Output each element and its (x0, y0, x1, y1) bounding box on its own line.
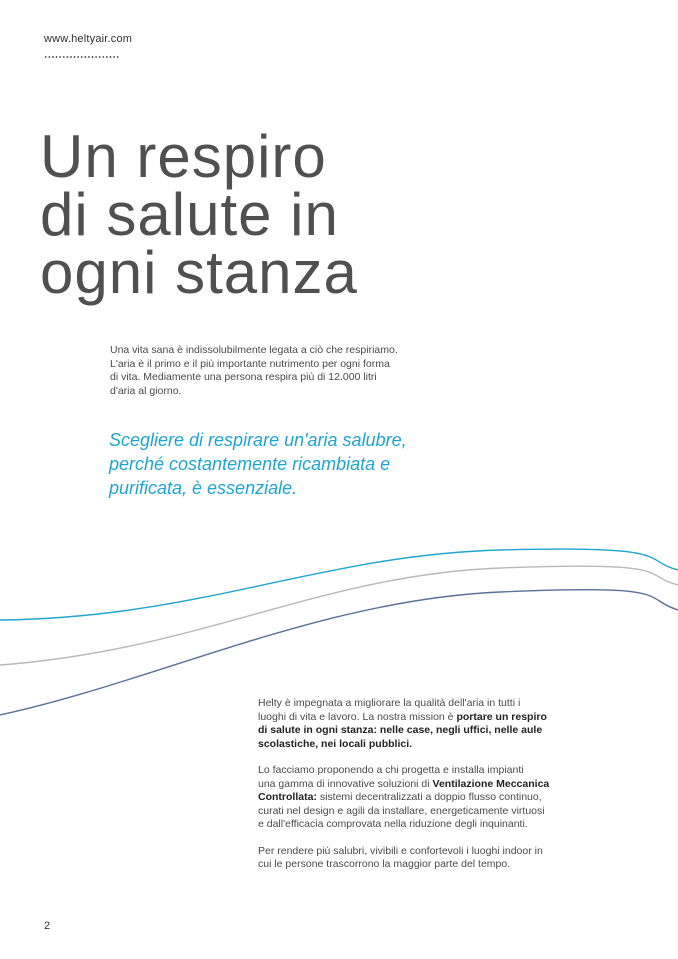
body-line: e dall'efficacia comprovata nella riduzione degli inquinanti. (258, 818, 528, 830)
body-line: Per rendere più salubri, vivibili e confortevoli i luoghi indoor in (258, 844, 543, 857)
body-line (258, 778, 588, 792)
body-text-fragment: sistemi decentralizzati a doppio flusso continuo, (316, 791, 542, 803)
body-line: cui le persone trascorrono la maggior parte del tempo. (258, 858, 511, 870)
body-bold-fragment: Controllata: (258, 791, 317, 803)
intro-line: L'aria è il primo e il più importante nutrimento per ogni forma (110, 357, 390, 370)
intro-line: Una vita sana è indissolubilmente legata a ciò che respiriamo. (110, 344, 398, 356)
intro-line: di vita. Mediamente una persona respira più di 12.000 litri (110, 371, 377, 383)
title-line: ogni stanza (40, 239, 358, 306)
page-number: 2 (44, 920, 51, 932)
title-line: di salute in (40, 181, 339, 248)
wave-gray (0, 566, 678, 665)
body-bold-line: scolastiche, nei locali pubblici. (258, 737, 413, 750)
title-line: Un respiro (40, 123, 327, 190)
page-title (40, 123, 358, 306)
body-paragraph-solutions (258, 764, 588, 832)
body-line: Helty è impegnata a migliorare la qualità dell'aria in tutti i (258, 697, 521, 709)
body-bold-fragment: Ventilazione Meccanica (432, 777, 550, 790)
body-line (258, 791, 588, 805)
dotted-divider (44, 56, 120, 58)
body-paragraph-purpose (258, 845, 588, 872)
body-bold-fragment: portare un respiro (456, 710, 547, 723)
body-text-fragment: una gamma di innovative soluzioni di (258, 777, 433, 790)
body-paragraph-mission (258, 697, 588, 751)
website-url[interactable]: www.heltyair.com (44, 33, 133, 45)
quote-line: Scegliere di respirare un'aria salubre, (109, 430, 407, 450)
wave-cyan (0, 549, 678, 620)
quote-line: purificata, è essenziale. (109, 478, 298, 498)
body-copy (258, 697, 588, 885)
body-line: Lo facciamo proponendo a chi progetta e installa impianti (258, 764, 524, 776)
body-line: curati nel design e agili da installare, energeticamente virtuosi (258, 804, 545, 817)
quote-line: perché costantemente ricambiata e (109, 454, 391, 474)
body-text-fragment: luoghi di vita e lavoro. La nostra mission è (258, 710, 457, 723)
intro-paragraph (110, 344, 440, 398)
highlight-quote (109, 428, 529, 500)
body-line (258, 711, 588, 725)
body-bold-line: di salute in ogni stanza: nelle case, negli uffici, nelle aule (258, 724, 543, 736)
intro-line: d'aria al giorno. (110, 384, 182, 397)
